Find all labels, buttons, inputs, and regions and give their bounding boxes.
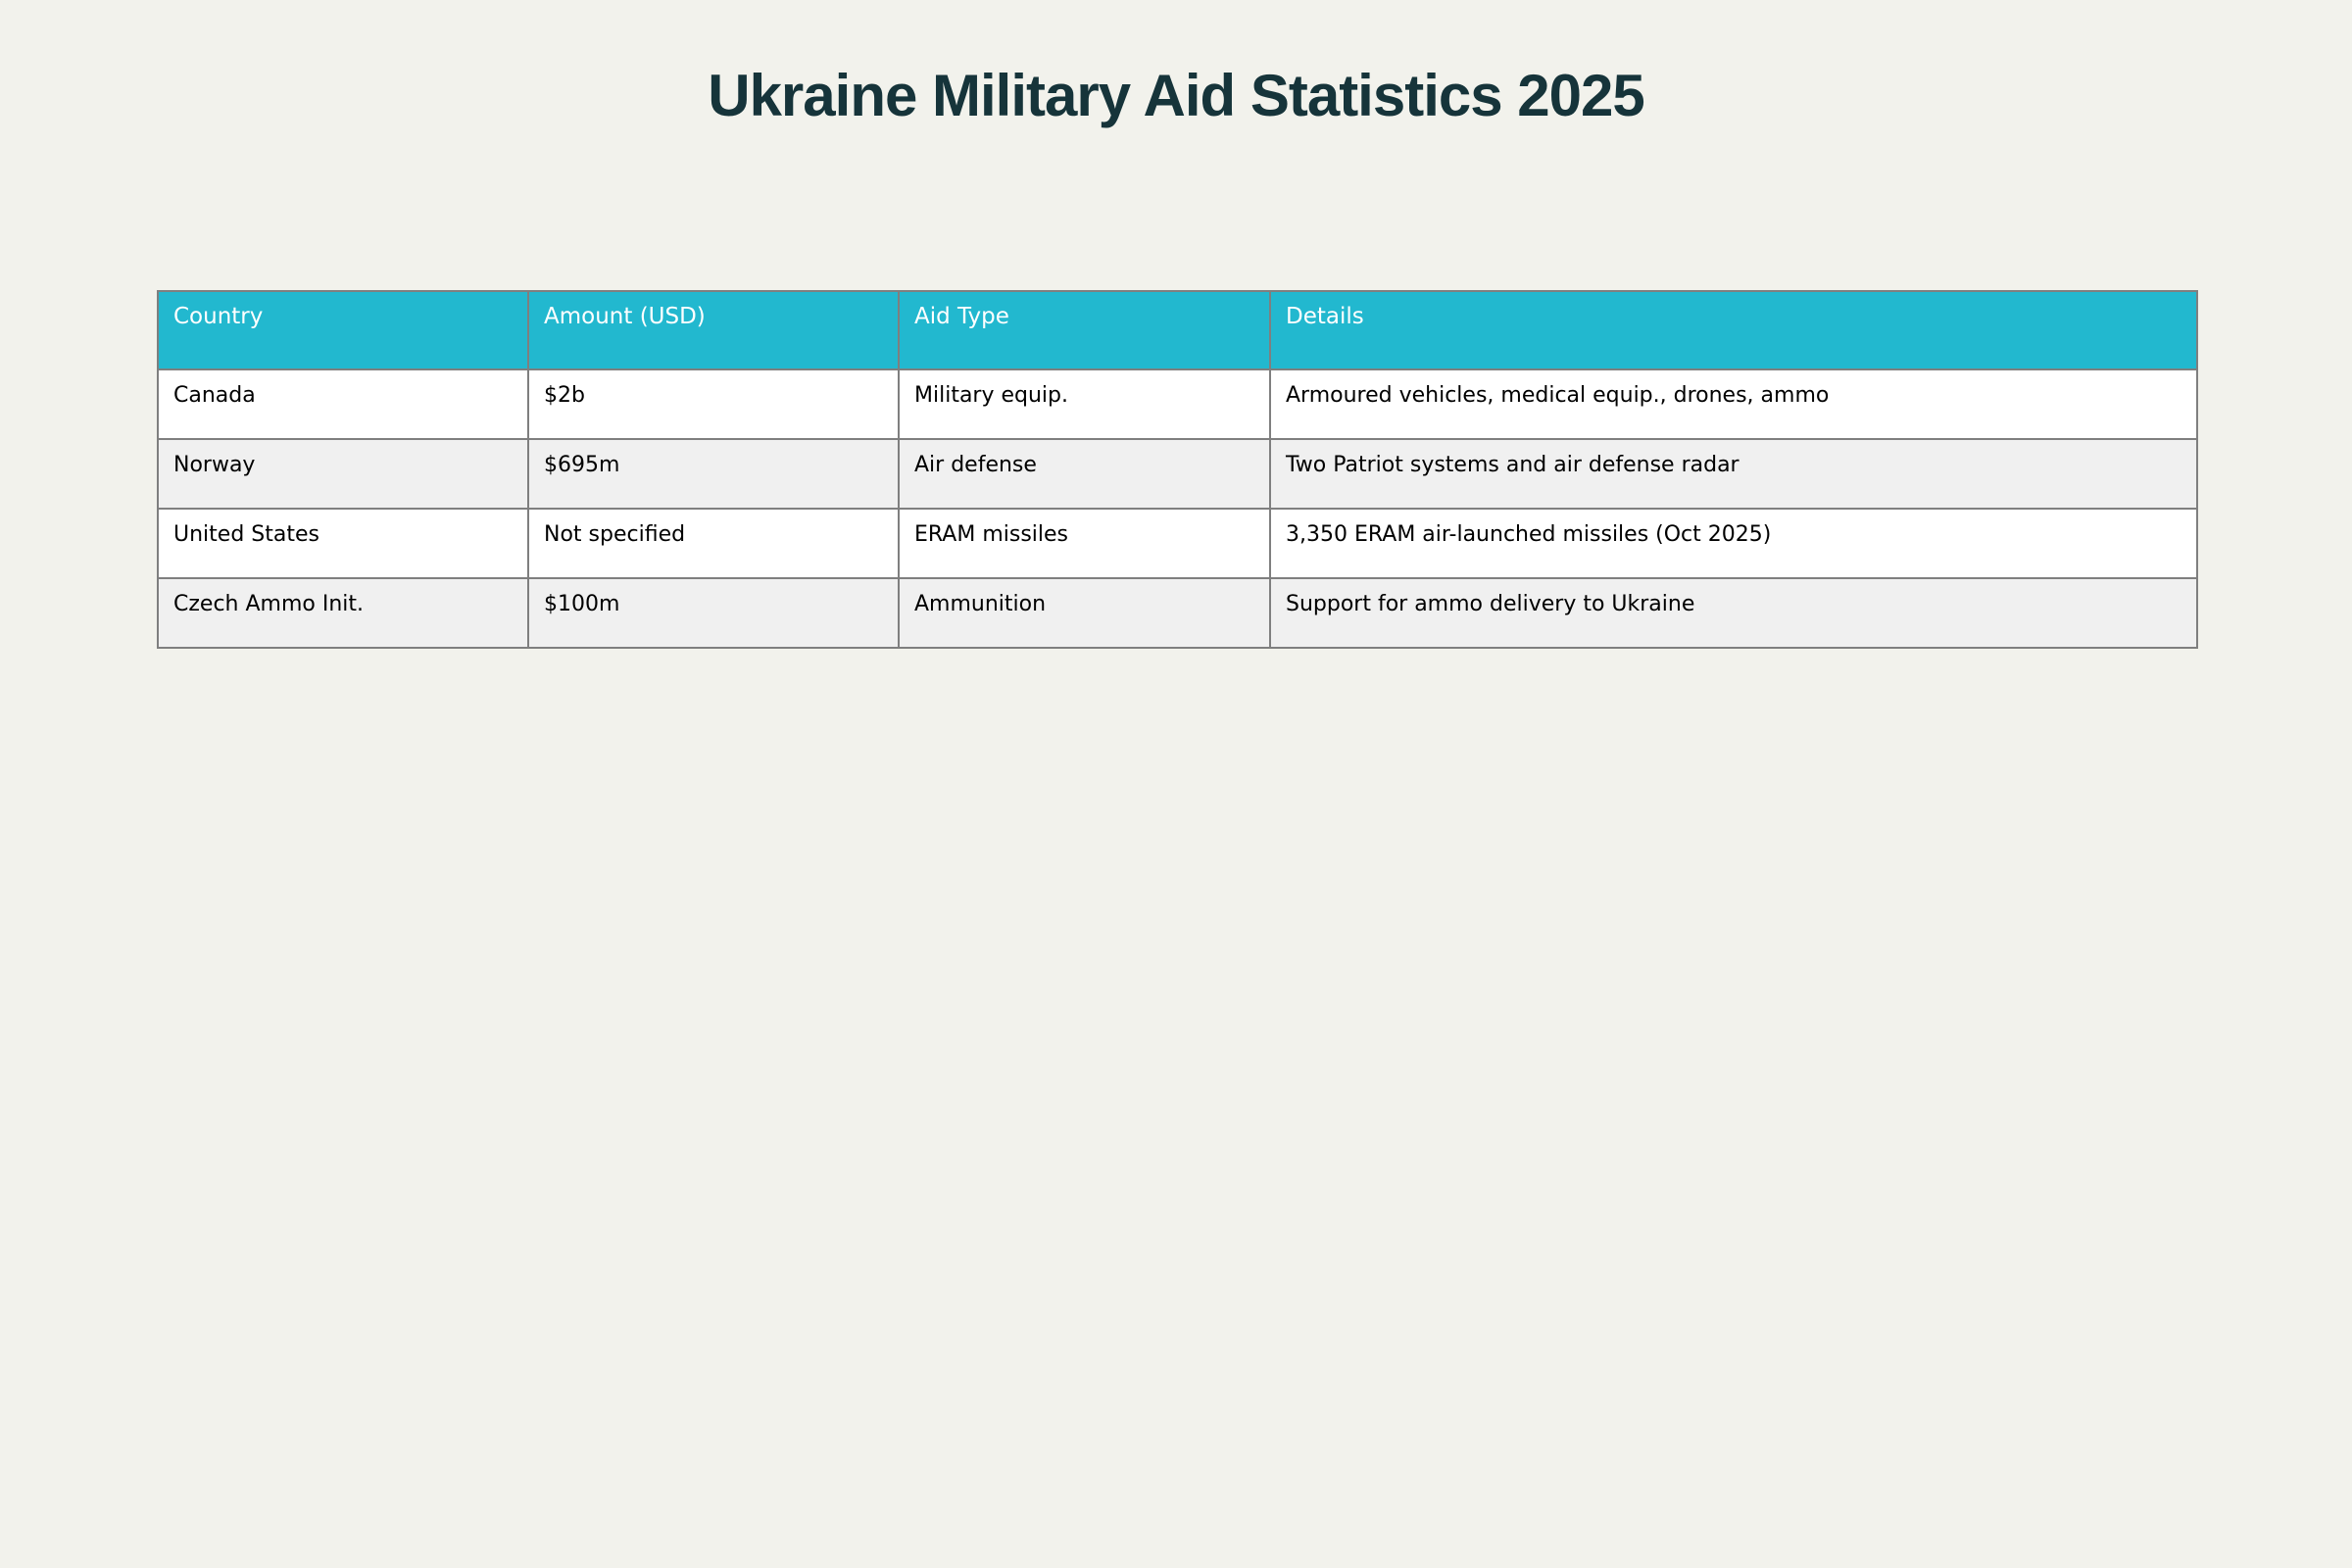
cell-details: Support for ammo delivery to Ukraine [1270,578,2197,648]
cell-amount: $695m [528,439,899,509]
cell-aid-type: ERAM missiles [899,509,1270,578]
cell-amount: $100m [528,578,899,648]
cell-details: Two Patriot systems and air defense radar [1270,439,2197,509]
table-row [158,578,2197,648]
header-country: Country [158,291,528,369]
table-header [158,291,2197,369]
cell-details: Armoured vehicles, medical equip., drones, ammo [1270,369,2197,439]
cell-aid-type: Ammunition [899,578,1270,648]
table-row [158,439,2197,509]
table-row [158,509,2197,578]
cell-country: Canada [158,369,528,439]
table-body [158,369,2197,648]
table-row [158,369,2197,439]
cell-country: Czech Ammo Init. [158,578,528,648]
header-details: Details [1270,291,2197,369]
cell-aid-type: Air defense [899,439,1270,509]
cell-aid-type: Military equip. [899,369,1270,439]
header-aid-type: Aid Type [899,291,1270,369]
cell-country: Norway [158,439,528,509]
cell-amount: $2b [528,369,899,439]
cell-amount: Not specified [528,509,899,578]
aid-table-container [157,290,2196,649]
header-amount: Amount (USD) [528,291,899,369]
chart-title: Ukraine Military Aid Statistics 2025 [708,63,1644,128]
cell-details: 3,350 ERAM air-launched missiles (Oct 2025) [1270,509,2197,578]
header-row [158,291,2197,369]
cell-country: United States [158,509,528,578]
aid-table [157,290,2198,649]
